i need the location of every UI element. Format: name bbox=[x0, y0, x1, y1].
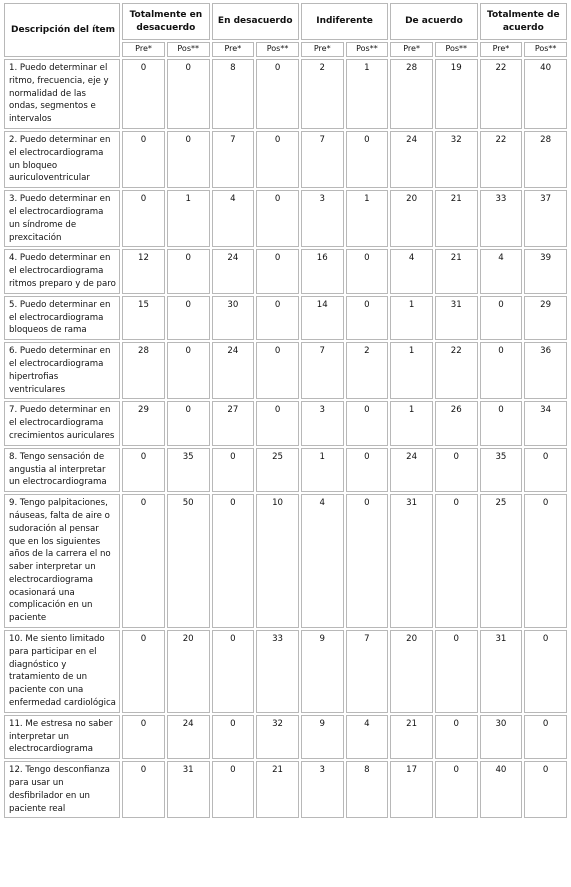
pre-value-cell: 12 bbox=[122, 249, 165, 293]
pre-value-cell: 15 bbox=[122, 296, 165, 340]
pre-value-cell: 3 bbox=[301, 761, 344, 818]
pre-value-cell: 9 bbox=[301, 715, 344, 759]
pre-value-cell: 24 bbox=[212, 249, 255, 293]
pre-value-cell: 29 bbox=[122, 401, 165, 445]
table-row bbox=[4, 249, 567, 293]
pre-value-cell: 14 bbox=[301, 296, 344, 340]
pre-value-cell: 31 bbox=[480, 630, 523, 713]
pos-value-cell: 0 bbox=[256, 342, 299, 399]
table-row bbox=[4, 715, 567, 759]
pos-value-cell: 40 bbox=[524, 59, 567, 129]
pre-value-cell: 3 bbox=[301, 190, 344, 247]
pos-value-cell: 0 bbox=[435, 761, 478, 818]
header-group: Totalmente en desacuerdo bbox=[122, 3, 209, 40]
pos-value-cell: 0 bbox=[346, 401, 389, 445]
pos-value-cell: 20 bbox=[167, 630, 210, 713]
table-row bbox=[4, 630, 567, 713]
pre-value-cell: 0 bbox=[122, 59, 165, 129]
pre-value-cell: 0 bbox=[122, 715, 165, 759]
header-pre: Pre* bbox=[212, 42, 255, 57]
pos-value-cell: 33 bbox=[256, 630, 299, 713]
pre-value-cell: 22 bbox=[480, 59, 523, 129]
pre-value-cell: 0 bbox=[122, 494, 165, 628]
pos-value-cell: 0 bbox=[256, 296, 299, 340]
header-group: Totalmente de acuerdo bbox=[480, 3, 567, 40]
item-description: 3. Puedo determinar en el electrocardiograma un síndrome de prexcitación bbox=[4, 190, 120, 247]
pre-value-cell: 7 bbox=[301, 131, 344, 188]
pos-value-cell: 22 bbox=[435, 342, 478, 399]
table-row bbox=[4, 131, 567, 188]
pos-value-cell: 35 bbox=[167, 448, 210, 492]
pre-value-cell: 24 bbox=[390, 131, 433, 188]
table-row bbox=[4, 190, 567, 247]
pos-value-cell: 31 bbox=[435, 296, 478, 340]
header-item-description: Descripción del ítem bbox=[4, 3, 120, 57]
table-row bbox=[4, 296, 567, 340]
table-row bbox=[4, 448, 567, 492]
item-description: 9. Tengo palpitaciones, náuseas, falta de aire o sudoración al pensar que en los siguientes años de la carrera el no saber interpretar un electrocardiograma ocasionará una complicación en un paciente bbox=[4, 494, 120, 628]
item-description: 12. Tengo desconfianza para usar un desfibrilador en un paciente real bbox=[4, 761, 120, 818]
header-pos: Pos** bbox=[435, 42, 478, 57]
pre-value-cell: 0 bbox=[122, 448, 165, 492]
pos-value-cell: 0 bbox=[256, 401, 299, 445]
pos-value-cell: 0 bbox=[346, 494, 389, 628]
pos-value-cell: 0 bbox=[524, 448, 567, 492]
pre-value-cell: 0 bbox=[212, 630, 255, 713]
item-description: 6. Puedo determinar en el electrocardiograma hipertrofias ventriculares bbox=[4, 342, 120, 399]
pos-value-cell: 37 bbox=[524, 190, 567, 247]
item-description: 11. Me estresa no saber interpretar un electrocardiograma bbox=[4, 715, 120, 759]
pre-value-cell: 0 bbox=[122, 761, 165, 818]
pos-value-cell: 0 bbox=[167, 296, 210, 340]
pre-value-cell: 17 bbox=[390, 761, 433, 818]
table-body bbox=[4, 59, 567, 818]
header-pre: Pre* bbox=[390, 42, 433, 57]
pre-value-cell: 20 bbox=[390, 630, 433, 713]
pre-value-cell: 28 bbox=[122, 342, 165, 399]
pre-value-cell: 0 bbox=[480, 401, 523, 445]
pre-value-cell: 31 bbox=[390, 494, 433, 628]
pre-value-cell: 0 bbox=[212, 761, 255, 818]
pos-value-cell: 21 bbox=[435, 190, 478, 247]
pre-value-cell: 0 bbox=[122, 131, 165, 188]
pre-value-cell: 7 bbox=[301, 342, 344, 399]
pre-value-cell: 1 bbox=[301, 448, 344, 492]
table-row bbox=[4, 401, 567, 445]
pos-value-cell: 39 bbox=[524, 249, 567, 293]
pos-value-cell: 0 bbox=[167, 59, 210, 129]
pre-value-cell: 0 bbox=[122, 190, 165, 247]
item-description: 7. Puedo determinar en el electrocardiograma crecimientos auriculares bbox=[4, 401, 120, 445]
pos-value-cell: 0 bbox=[524, 630, 567, 713]
item-description: 4. Puedo determinar en el electrocardiograma ritmos preparo y de paro bbox=[4, 249, 120, 293]
table-row bbox=[4, 761, 567, 818]
pre-value-cell: 33 bbox=[480, 190, 523, 247]
item-description: 2. Puedo determinar en el electrocardiograma un bloqueo auriculoventricular bbox=[4, 131, 120, 188]
pos-value-cell: 29 bbox=[524, 296, 567, 340]
pos-value-cell: 25 bbox=[256, 448, 299, 492]
pre-value-cell: 4 bbox=[301, 494, 344, 628]
header-pre: Pre* bbox=[122, 42, 165, 57]
pre-value-cell: 2 bbox=[301, 59, 344, 129]
pos-value-cell: 34 bbox=[524, 401, 567, 445]
pos-value-cell: 0 bbox=[256, 59, 299, 129]
pre-value-cell: 4 bbox=[390, 249, 433, 293]
table-row bbox=[4, 342, 567, 399]
item-description: 8. Tengo sensación de angustia al interpretar un electrocardiograma bbox=[4, 448, 120, 492]
header-pos: Pos** bbox=[256, 42, 299, 57]
pos-value-cell: 0 bbox=[346, 296, 389, 340]
pos-value-cell: 31 bbox=[167, 761, 210, 818]
pre-value-cell: 35 bbox=[480, 448, 523, 492]
pre-value-cell: 16 bbox=[301, 249, 344, 293]
item-description: 10. Me siento limitado para participar en el diagnóstico y tratamiento de un paciente con una enfermedad cardiológica bbox=[4, 630, 120, 713]
pre-value-cell: 20 bbox=[390, 190, 433, 247]
pre-value-cell: 30 bbox=[212, 296, 255, 340]
pos-value-cell: 32 bbox=[435, 131, 478, 188]
pos-value-cell: 0 bbox=[346, 448, 389, 492]
pos-value-cell: 0 bbox=[346, 249, 389, 293]
pre-value-cell: 1 bbox=[390, 401, 433, 445]
pos-value-cell: 0 bbox=[167, 342, 210, 399]
header-pos: Pos** bbox=[167, 42, 210, 57]
pre-value-cell: 0 bbox=[212, 494, 255, 628]
pos-value-cell: 0 bbox=[256, 131, 299, 188]
pre-value-cell: 24 bbox=[390, 448, 433, 492]
item-description: 1. Puedo determinar el ritmo, frecuencia, eje y normalidad de las ondas, segmentos e intervalos bbox=[4, 59, 120, 129]
pos-value-cell: 36 bbox=[524, 342, 567, 399]
pos-value-cell: 1 bbox=[167, 190, 210, 247]
pos-value-cell: 21 bbox=[435, 249, 478, 293]
item-description: 5. Puedo determinar en el electrocardiograma bloqueos de rama bbox=[4, 296, 120, 340]
pos-value-cell: 26 bbox=[435, 401, 478, 445]
pre-value-cell: 24 bbox=[212, 342, 255, 399]
pos-value-cell: 0 bbox=[167, 249, 210, 293]
pos-value-cell: 21 bbox=[256, 761, 299, 818]
pos-value-cell: 0 bbox=[167, 131, 210, 188]
pre-value-cell: 21 bbox=[390, 715, 433, 759]
pre-value-cell: 4 bbox=[212, 190, 255, 247]
pos-value-cell: 2 bbox=[346, 342, 389, 399]
header-group: Indiferente bbox=[301, 3, 388, 40]
pos-value-cell: 1 bbox=[346, 190, 389, 247]
pre-value-cell: 1 bbox=[390, 342, 433, 399]
pre-value-cell: 3 bbox=[301, 401, 344, 445]
pre-value-cell: 28 bbox=[390, 59, 433, 129]
pos-value-cell: 0 bbox=[524, 494, 567, 628]
pre-value-cell: 0 bbox=[480, 296, 523, 340]
header-row-groups bbox=[4, 3, 567, 40]
header-pre: Pre* bbox=[480, 42, 523, 57]
pre-value-cell: 22 bbox=[480, 131, 523, 188]
pos-value-cell: 0 bbox=[435, 630, 478, 713]
survey-table bbox=[2, 1, 569, 820]
pos-value-cell: 24 bbox=[167, 715, 210, 759]
pos-value-cell: 0 bbox=[256, 249, 299, 293]
pos-value-cell: 28 bbox=[524, 131, 567, 188]
pre-value-cell: 40 bbox=[480, 761, 523, 818]
pos-value-cell: 7 bbox=[346, 630, 389, 713]
pos-value-cell: 0 bbox=[435, 448, 478, 492]
pre-value-cell: 0 bbox=[122, 630, 165, 713]
pos-value-cell: 19 bbox=[435, 59, 478, 129]
pre-value-cell: 30 bbox=[480, 715, 523, 759]
pos-value-cell: 10 bbox=[256, 494, 299, 628]
header-pos: Pos** bbox=[524, 42, 567, 57]
pos-value-cell: 32 bbox=[256, 715, 299, 759]
pos-value-cell: 4 bbox=[346, 715, 389, 759]
header-group: En desacuerdo bbox=[212, 3, 299, 40]
pos-value-cell: 50 bbox=[167, 494, 210, 628]
header-group: De acuerdo bbox=[390, 3, 477, 40]
header-pos: Pos** bbox=[346, 42, 389, 57]
pos-value-cell: 0 bbox=[435, 715, 478, 759]
pre-value-cell: 25 bbox=[480, 494, 523, 628]
header-pre: Pre* bbox=[301, 42, 344, 57]
table-row bbox=[4, 59, 567, 129]
pos-value-cell: 0 bbox=[167, 401, 210, 445]
pre-value-cell: 0 bbox=[212, 448, 255, 492]
pre-value-cell: 8 bbox=[212, 59, 255, 129]
pos-value-cell: 8 bbox=[346, 761, 389, 818]
pos-value-cell: 0 bbox=[435, 494, 478, 628]
pos-value-cell: 0 bbox=[524, 715, 567, 759]
pre-value-cell: 4 bbox=[480, 249, 523, 293]
pos-value-cell: 1 bbox=[346, 59, 389, 129]
pre-value-cell: 27 bbox=[212, 401, 255, 445]
pre-value-cell: 1 bbox=[390, 296, 433, 340]
pre-value-cell: 9 bbox=[301, 630, 344, 713]
table-row bbox=[4, 494, 567, 628]
pre-value-cell: 7 bbox=[212, 131, 255, 188]
pos-value-cell: 0 bbox=[256, 190, 299, 247]
pos-value-cell: 0 bbox=[524, 761, 567, 818]
pre-value-cell: 0 bbox=[480, 342, 523, 399]
pre-value-cell: 0 bbox=[212, 715, 255, 759]
pos-value-cell: 0 bbox=[346, 131, 389, 188]
